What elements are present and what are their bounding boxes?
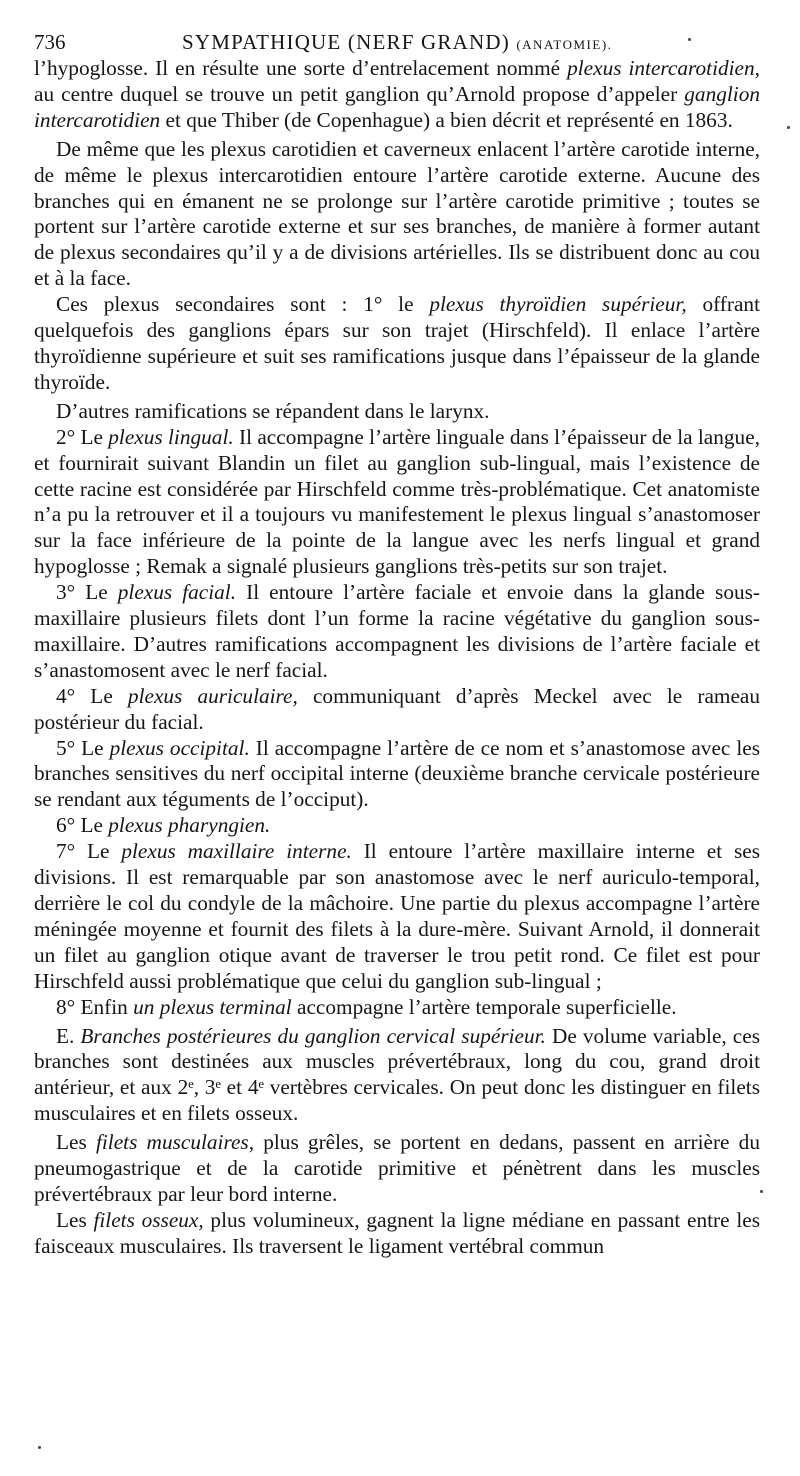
italic-term: filets musculaires,	[95, 1130, 255, 1155]
page-body-text	[34, 56, 760, 1260]
italic-term: Branches postérieures du ganglion cervical supérieur.	[80, 1023, 546, 1048]
text-run: De même que les plexus carotidien et caverneux enlacent l’artère carotide interne, de même le plexus intercarotidien entoure l’artère carotide externe. Aucune des branches qui en émanent ne se prolonge sur l’artère carotide primitive ; toutes se portent sur l’artère carotide externe et sur ses branches, de manière à former autant de plexus secondaires qu’il y a de divisions artérielles. Ils se distribuent donc au cou et à la face.	[34, 136, 760, 291]
text-run: Il entoure l’artère maxillaire interne et ses divisions. Il est remarquable par son anastomose avec le nerf auriculo-temporal, derrière le col du condyle de la mâchoire. Une partie du plexus accompagne l’artère méningée moyenne et fournit des filets à la dure-mère. Suivant Arnold, il donnerait un filet au ganglion otique avant de traverser le trou petit rond. Ce filet est pour Hirschfeld aussi problématique que celui du ganglion sub-lingual ;	[34, 839, 761, 993]
body-paragraph	[34, 684, 760, 736]
text-run: 8° Enfin	[56, 994, 134, 1019]
print-speck	[38, 1446, 41, 1449]
text-run: De volume variable, ces branches sont destinées aux muscles prévertébraux, long du cou, grand droit antérieur, et aux 2ᵉ, 3ᵉ et 4ᵉ vertèbres cervicales. On peut donc les distinguer en filets musculaires et en filets osseux.	[34, 1023, 760, 1126]
text-run: au centre duquel se trouve un petit ganglion qu’Arnold propose d’appeler	[34, 81, 685, 106]
body-paragraph	[34, 292, 760, 396]
text-run: Il accompagne l’artère de ce nom et s’anastomose avec les branches sensitives du nerf occipital interne (deuxième branche cervicale postérieure se rendant aux téguments de l’occiput).	[34, 735, 760, 812]
body-paragraph	[34, 995, 760, 1021]
body-paragraph	[34, 1024, 760, 1128]
running-head-title: SYMPATHIQUE (NERF GRAND)	[182, 30, 510, 54]
text-run: 6° Le	[56, 813, 109, 838]
text-run: Les	[56, 1130, 96, 1155]
body-paragraph	[34, 425, 760, 580]
print-speck	[787, 126, 790, 129]
text-run: Il entoure l’artère faciale et envoie dans la glande sous-maxillaire plusieurs filets dont l’un forme la racine végétative du ganglion sous-maxillaire. D’autres ramifications accompagnent les divisions de l’artère faciale et s’anastomosent avec le nerf facial.	[34, 580, 760, 682]
text-run: D’autres ramifications se répandent dans le larynx.	[56, 398, 490, 423]
italic-term: ganglion intercarotidien	[34, 81, 760, 132]
italic-term: plexus maxillaire interne.	[121, 839, 352, 864]
text-run: plus volumineux, gagnent la ligne médiane en passant entre les faisceaux musculaires. Ils traversent le ligament vertébral commun	[34, 1207, 760, 1258]
italic-term: un plexus terminal	[133, 994, 292, 1019]
body-paragraph	[34, 399, 760, 425]
body-paragraph	[34, 813, 760, 839]
page-number: 736	[34, 30, 66, 54]
print-speck	[760, 1190, 763, 1193]
body-paragraph	[34, 1208, 760, 1260]
text-run: 5° Le	[56, 735, 110, 760]
text-run: accompagne l’artère temporale superficielle.	[291, 994, 677, 1019]
text-run: offrant quelquefois des ganglions épars sur son trajet (Hirschfeld). Il enlace l’artère thyroïdienne supérieure et suit ses ramifications jusque dans l’épaisseur de la glande thyroïde.	[34, 292, 760, 394]
body-paragraph	[34, 1130, 760, 1208]
text-run: Ces plexus secondaires sont : 1° le	[56, 292, 430, 317]
text-run: l’hypoglosse. Il en résulte une sorte d’entrelacement nommé	[34, 56, 568, 80]
print-speck	[688, 38, 691, 41]
text-run: E.	[56, 1023, 81, 1048]
italic-term: plexus auriculaire,	[127, 683, 298, 708]
italic-term: filets osseux,	[93, 1207, 204, 1232]
body-paragraph	[34, 839, 760, 994]
body-paragraph	[34, 736, 760, 814]
body-paragraph	[34, 137, 760, 292]
body-paragraph	[34, 580, 760, 684]
italic-term: plexus occipital.	[109, 735, 250, 760]
body-paragraph	[34, 56, 760, 134]
text-run: plus grêles, se portent en dedans, passent en arrière du pneumogastrique et de la carotide primitive et pénètrent dans les muscles prévertébraux par leur bord interne.	[34, 1130, 760, 1206]
italic-term: plexus thyroïdien supérieur,	[429, 292, 687, 317]
text-run: Il accompagne l’artère linguale dans l’épaisseur de la langue, et fournirait suivant Blandin un filet au ganglion sub-lingual, mais l’existence de cette racine est considérée par Hirschfeld comme très-problématique. Cet anatomiste n’a pu la retrouver et il a toujours vu manifestement le plexus lingual s’anastomoser sur la face inférieure de la pointe de la langue avec les nerfs lingual et grand hypoglosse ; Remak a signalé plusieurs ganglions très-petits sur son trajet.	[34, 424, 760, 579]
text-run: Les	[56, 1207, 94, 1232]
italic-term: plexus intercarotidien,	[567, 56, 760, 80]
text-run: 2° Le	[56, 424, 109, 449]
text-run: 4° Le	[56, 683, 128, 708]
italic-term: plexus lingual.	[108, 424, 234, 449]
text-run: 7° Le	[56, 839, 122, 864]
text-run: 3° Le	[56, 580, 118, 605]
italic-term: plexus facial.	[117, 580, 237, 605]
text-run: communiquant d’après Meckel avec le rameau postérieur du facial.	[34, 683, 761, 734]
page-header	[34, 26, 760, 58]
text-run: et que Thiber (de Copenhague) a bien décrit et représenté en 1863.	[160, 107, 733, 132]
italic-term: plexus pharyngien.	[108, 813, 271, 838]
running-head-subtitle: (ANATOMIE).	[516, 37, 613, 52]
